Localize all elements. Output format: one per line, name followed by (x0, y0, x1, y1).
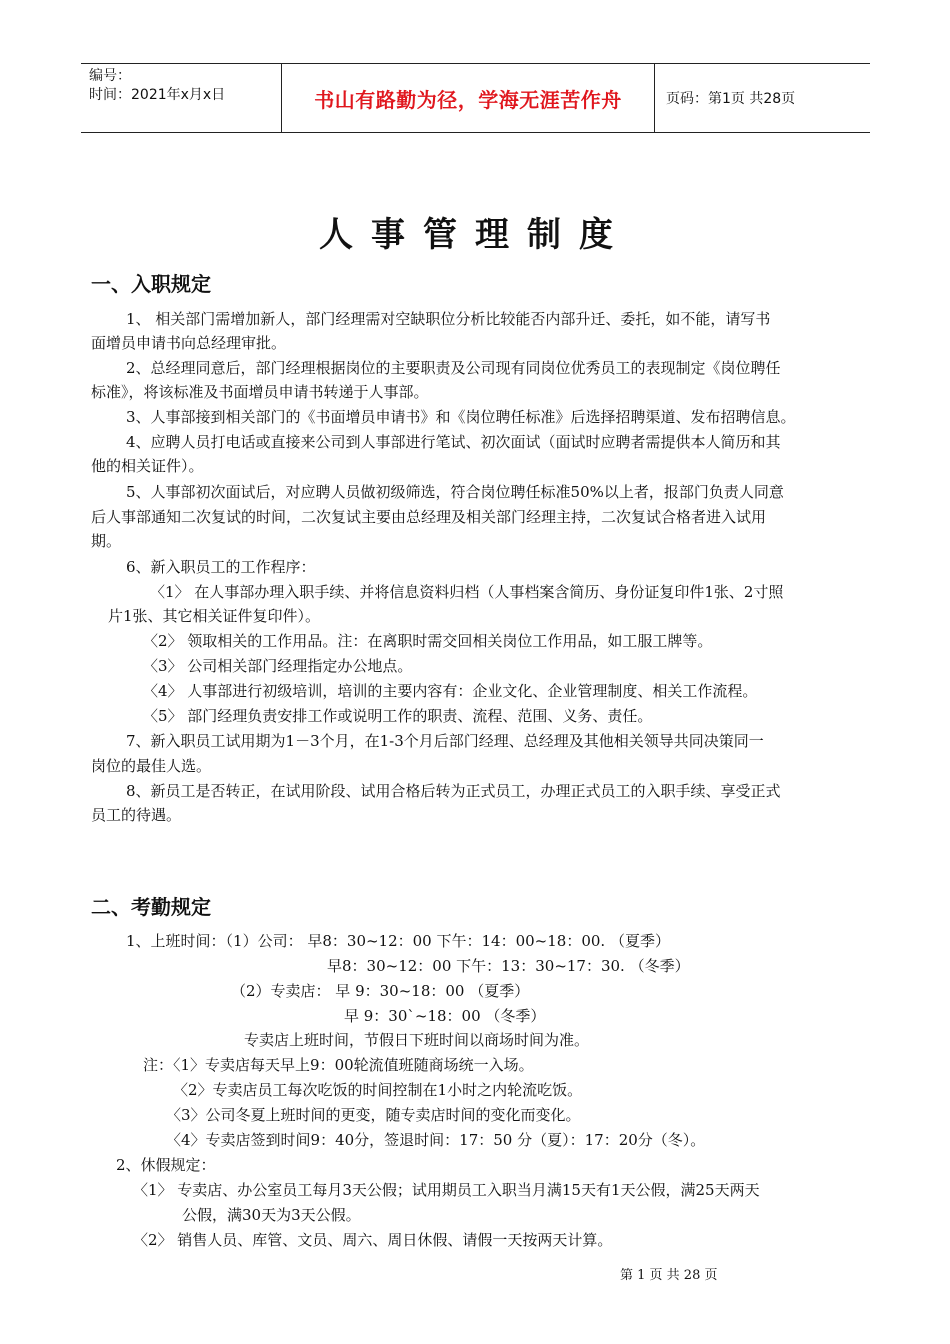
paragraph-line: 2、总经理同意后，部门经理根据岗位的主要职责及公司现有同岗位优秀员工的表现制定《岗位聘任 (126, 359, 781, 377)
paragraph-line: 他的相关证件）。 (91, 457, 204, 475)
note-line: 〈2〉专卖店员工每次吃饭的时间控制在1小时之内轮流吃饭。 (173, 1081, 583, 1099)
paragraph-line: （2）专卖店： 早 9：30~18：00 （夏季） (231, 982, 530, 1000)
section-heading-attendance: 二、考勤规定 (91, 895, 211, 919)
header-motto: 书山有路勤为径，学海无涯苦作舟 (314, 87, 622, 112)
header-page-info: 页码：第1页 共28页 (666, 91, 796, 107)
paragraph-line: 3、人事部接到相关部门的《书面增员申请书》和《岗位聘任标准》后选择招聘渠道、发布招聘信息。 (126, 408, 796, 426)
list-item: 〈1〉 在人事部办理入职手续、并将信息资料归档（人事档案含简历、身份证复印件1张、2寸照 (150, 583, 784, 601)
paragraph-line: 标准》，将该标准及书面增员申请书转递于人事部。 (91, 383, 429, 401)
paragraph-line: 6、新入职员工的工作程序： (126, 558, 316, 576)
paragraph-line: 5、人事部初次面试后，对应聘人员做初级筛选，符合岗位聘任标准50%以上者，报部门负责人同意 (126, 483, 784, 501)
header-meta (89, 67, 225, 105)
note-line: 注：〈1〉专卖店每天早上9：00轮流值班随商场统一入场。 (143, 1056, 534, 1074)
list-item: 〈3〉 公司相关部门经理指定办公地点。 (143, 657, 413, 675)
list-item: 〈2〉 销售人员、库管、文员、周六、周日休假、请假一天按两天计算。 (133, 1231, 613, 1249)
page-footer: 第 1 页 共 28 页 (620, 1268, 718, 1283)
document-title: 人事管理制度 (319, 215, 631, 255)
list-item-continuation: 片1张、其它相关证件复印件）。 (108, 607, 321, 625)
paragraph-line: 后人事部通知二次复试的时间，二次复试主要由总经理及相关部门经理主持，二次复试合格者进入试用 (91, 508, 767, 526)
paragraph-line: 4、应聘人员打电话或直接来公司到人事部进行笔试、初次面试（面试时应聘者需提供本人简历和其 (126, 433, 781, 451)
paragraph-line: 1、 相关部门需增加新人，部门经理需对空缺职位分析比较能否内部升迁、委托，如不能，请写书 (126, 310, 771, 328)
section-heading-onboarding: 一、入职规定 (91, 272, 211, 296)
paragraph-line: 2、休假规定： (116, 1156, 216, 1174)
paragraph-line: 员工的待遇。 (91, 806, 182, 824)
list-item: 〈5〉 部门经理负责安排工作或说明工作的职责、流程、范围、义务、责任。 (143, 707, 653, 725)
paragraph-line: 7、新入职员工试用期为1－3个月，在1-3个月后部门经理、总经理及其他相关领导共同决策同一 (126, 732, 764, 750)
paragraph-line: 期。 (91, 532, 122, 550)
list-item: 〈2〉 领取相关的工作用品。注：在离职时需交回相关岗位工作用品，如工服工牌等。 (143, 632, 713, 650)
paragraph-line: 早8：30~12：00 下午：13：30~17：30. （冬季） (327, 957, 690, 975)
paragraph-line: 8、新员工是否转正，在试用阶段、试用合格后转为正式员工，办理正式员工的入职手续、享受正式 (126, 782, 781, 800)
header-table (81, 63, 870, 133)
time-label: 时间：2021年x月x日 (89, 87, 226, 103)
list-item: 〈4〉 人事部进行初级培训，培训的主要内容有：企业文化、企业管理制度、相关工作流程。 (143, 682, 758, 700)
paragraph-line: 专卖店上班时间，节假日下班时间以商场时间为准。 (244, 1031, 590, 1049)
list-item: 〈1〉 专卖店、办公室员工每月3天公假；试用期员工入职当月满15天有1天公假，满25天两天 (133, 1181, 760, 1199)
paragraph-line: 面增员申请书向总经理审批。 (91, 334, 287, 352)
paragraph-line: 早 9：30`~18：00 （冬季） (344, 1007, 546, 1025)
paragraph-line: 岗位的最佳人选。 (91, 757, 212, 775)
list-item-continuation: 公假，满30天为3天公假。 (182, 1206, 361, 1224)
serial-label: 编号： (89, 68, 131, 84)
note-line: 〈3〉公司冬夏上班时间的更变，随专卖店时间的变化而变化。 (166, 1106, 581, 1124)
note-line: 〈4〉专卖店签到时间9：40分，签退时间：17：50 分（夏）：17：20分（冬）。 (166, 1131, 706, 1149)
paragraph-line: 1、上班时间：（1）公司： 早8：30~12：00 下午：14：00~18：00. （夏季） (126, 932, 670, 950)
header-divider (654, 64, 655, 132)
